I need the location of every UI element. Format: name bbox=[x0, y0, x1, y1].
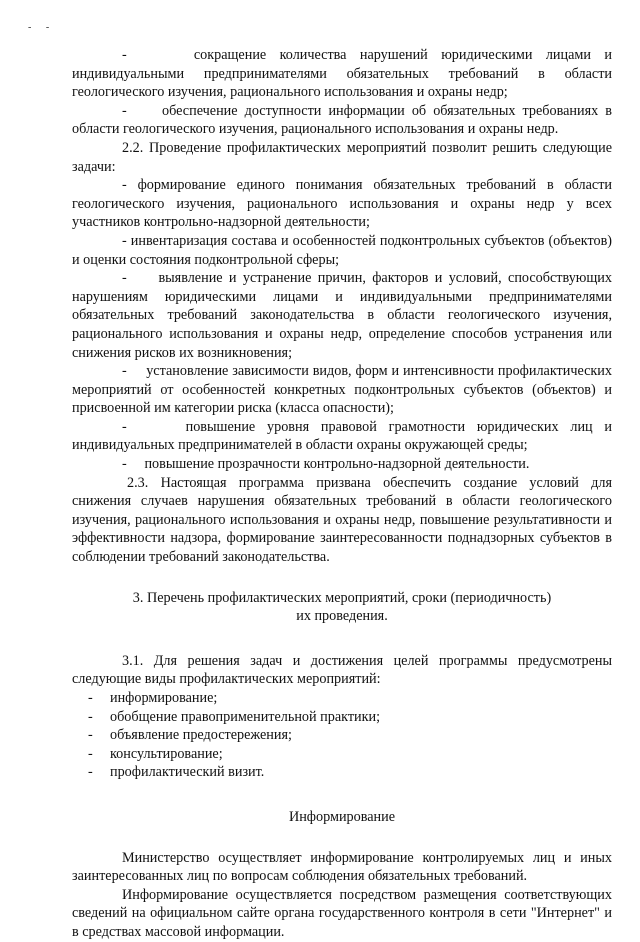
paragraph-dependency: - установление зависимости видов, форм и интенсивности профилактических мероприятий от особенностей конкретных подконтрольных субъектов (объектов) и присвоенной им категории риска (класса опасности); bbox=[72, 363, 612, 417]
paragraph-3-1: 3.1. Для решения задач и достижения целей программы предусмотрены следующие виды профилактических мероприятий: bbox=[72, 652, 612, 688]
paragraph-legal-literacy: - повышение уровня правовой грамотности юридических лиц и индивидуальных предпринимателей в области охраны окружающей среды; bbox=[72, 418, 612, 454]
list-item: - информирование; bbox=[88, 690, 218, 706]
paragraph-reduce-violations: - сокращение количества нарушений юридическими лицами и индивидуальными предпринимателями обязательных требований в области геологического изучения, рационального использования и охраны недр; bbox=[72, 47, 612, 101]
list-bullet: - bbox=[88, 745, 93, 762]
list-bullet: - bbox=[88, 690, 93, 706]
prevention-measures-list bbox=[72, 689, 612, 782]
section-3-heading-line-1: 3. Перечень профилактических мероприятий, сроки (периодичность) bbox=[132, 589, 552, 606]
list-bullet: - bbox=[88, 727, 93, 744]
paragraph-2-2: 2.2. Проведение профилактических мероприятий позволит решить следующие задачи: bbox=[72, 139, 612, 175]
paragraph-informing-method: Информирование осуществляется посредством размещения соответствующих сведений на официальном сайте органа государственного контроля в сети "Интернет" и в средствах массовой информации. bbox=[72, 886, 612, 940]
document-page bbox=[72, 46, 612, 942]
page-corner-mark: - - bbox=[28, 22, 56, 33]
section-3-heading-line-2: их проведения. bbox=[296, 608, 388, 625]
list-bullet: - bbox=[88, 708, 93, 725]
list-item: - консультирование; bbox=[88, 745, 223, 762]
paragraph-ministry-informing: Министерство осуществляет информирование контролируемых лиц и иных заинтересованных лиц по вопросам соблюдения обязательных требований. bbox=[72, 849, 612, 885]
paragraph-2-3: 2.3. Настоящая программа призвана обеспечить создание условий для снижения случаев нарушения обязательных требований в области геологического изучения, рационального использования и охраны недр, повышение результативности и эффективности надзора, формирование заинтересованности поднадзорных субъектов в соблюдении требований законодательства. bbox=[72, 474, 612, 566]
list-item: - обобщение правоприменительной практики; bbox=[88, 708, 381, 725]
list-item: - профилактический визит. bbox=[88, 764, 265, 781]
list-item: - объявление предостережения; bbox=[88, 727, 292, 744]
informing-heading: Информирование bbox=[288, 808, 396, 825]
paragraph-access-information: - обеспечение доступности информации об обязательных требованиях в области геологического изучения, рационального использования и охраны недр. bbox=[72, 102, 612, 138]
paragraph-inventory: - инвентаризация состава и особенностей подконтрольных субъектов (объектов) и оценки состояния подконтрольной сферы; bbox=[72, 232, 612, 268]
paragraph-identify-causes: - выявление и устранение причин, факторов и условий, способствующих нарушениям юридическими лицами и индивидуальными предпринимателями обязательных требований законодательства в области геологического изучения, рационального использования и охраны недр, определение способов устранения или снижения рисков их возникновения; bbox=[72, 270, 612, 361]
paragraph-transparency: - повышение прозрачности контрольно-надзорной деятельности. bbox=[122, 456, 530, 473]
paragraph-unified-understanding: - формирование единого понимания обязательных требований в области геологического изучения, рационального использования и охраны недр у всех участников контрольно-надзорной деятельности; bbox=[72, 177, 612, 231]
list-bullet: - bbox=[88, 764, 93, 781]
